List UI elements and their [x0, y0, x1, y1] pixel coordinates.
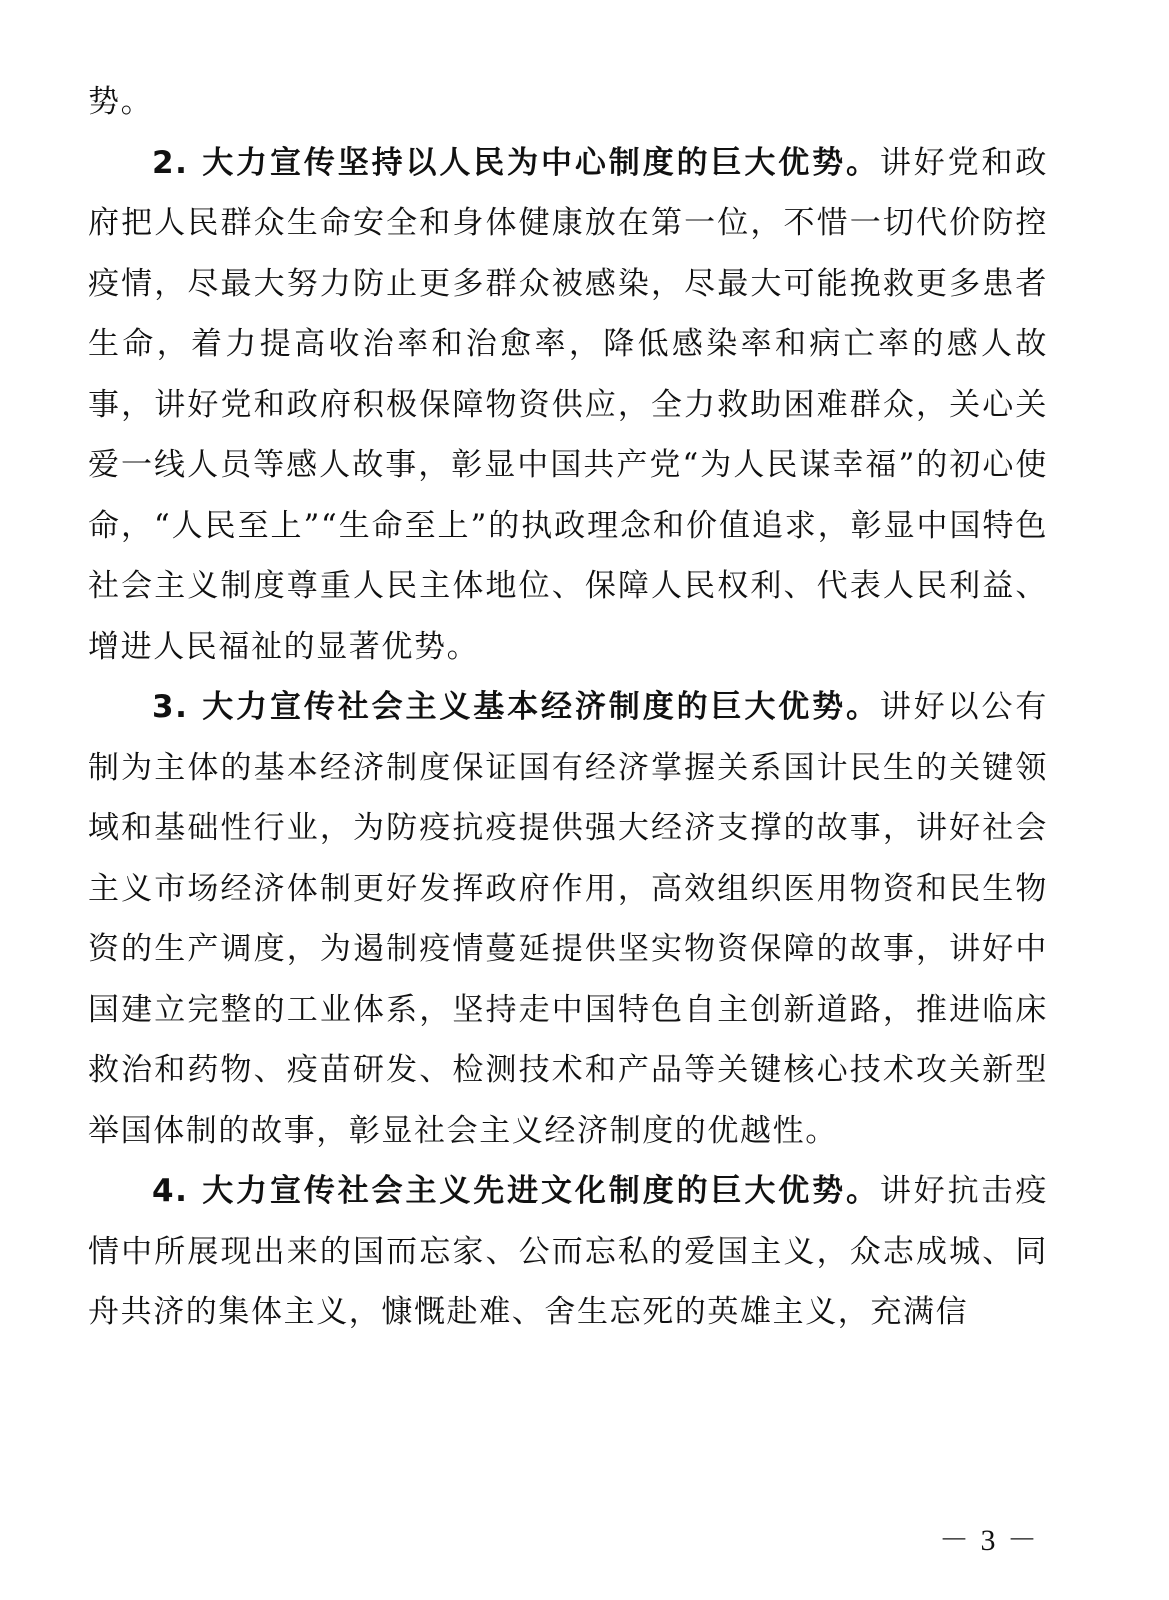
document-body	[88, 72, 1048, 1343]
paragraph-continuation	[88, 72, 1048, 133]
paragraph-people-centered	[88, 133, 1048, 678]
paragraph-heading: 4. 大力宣传社会主义先进文化制度的巨大优势。	[152, 1173, 880, 1209]
paragraph-text: 势。	[88, 84, 154, 120]
page-number: － 3 －	[939, 1524, 1039, 1557]
paragraph-heading: 3. 大力宣传社会主义基本经济制度的巨大优势。	[152, 689, 880, 725]
paragraph-economic-system	[88, 677, 1048, 1161]
paragraph-culture-system	[88, 1161, 1048, 1343]
paragraph-heading: 2. 大力宣传坚持以人民为中心制度的巨大优势。	[152, 144, 880, 181]
paragraph-text: 讲好抗击疫情中所展现出来的国而忘家、公而忘私的爱国主义，众志成城、同舟共济的集体主义，慷慨赴难、舍生忘死的英雄主义，充满信	[88, 1173, 1049, 1330]
paragraph-text: 讲好党和政府把人民群众生命安全和身体健康放在第一位，不惜一切代价防控疫情，尽最大努力防止更多群众被感染，尽最大可能挽救更多患者生命，着力提高收治率和治愈率，降低感染率和病亡率的感人故事，讲好党和政府积极保障物资供应，全力救助困难群众，关心关爱一线人员等感人故事，彰显中国共产党“为人民谋幸福”的初心使命，“人民至上”“生命至上”的执政理念和价值追求，彰显中国特色社会主义制度尊重人民主体地位、保障人民权利、代表人民利益、增进人民福祉的显著优势。	[88, 144, 1049, 665]
paragraph-text: 讲好以公有制为主体的基本经济制度保证国有经济掌握关系国计民生的关键领域和基础性行业，为防疫抗疫提供强大经济支撑的故事，讲好社会主义市场经济体制更好发挥政府作用，高效组织医用物资和民生物资的生产调度，为遏制疫情蔓延提供坚实物资保障的故事，讲好中国建立完整的工业体系，坚持走中国特色自主创新道路，推进临床救治和药物、疫苗研发、检测技术和产品等关键核心技术攻关新型举国体制的故事，彰显社会主义经济制度的优越性。	[88, 689, 1049, 1149]
